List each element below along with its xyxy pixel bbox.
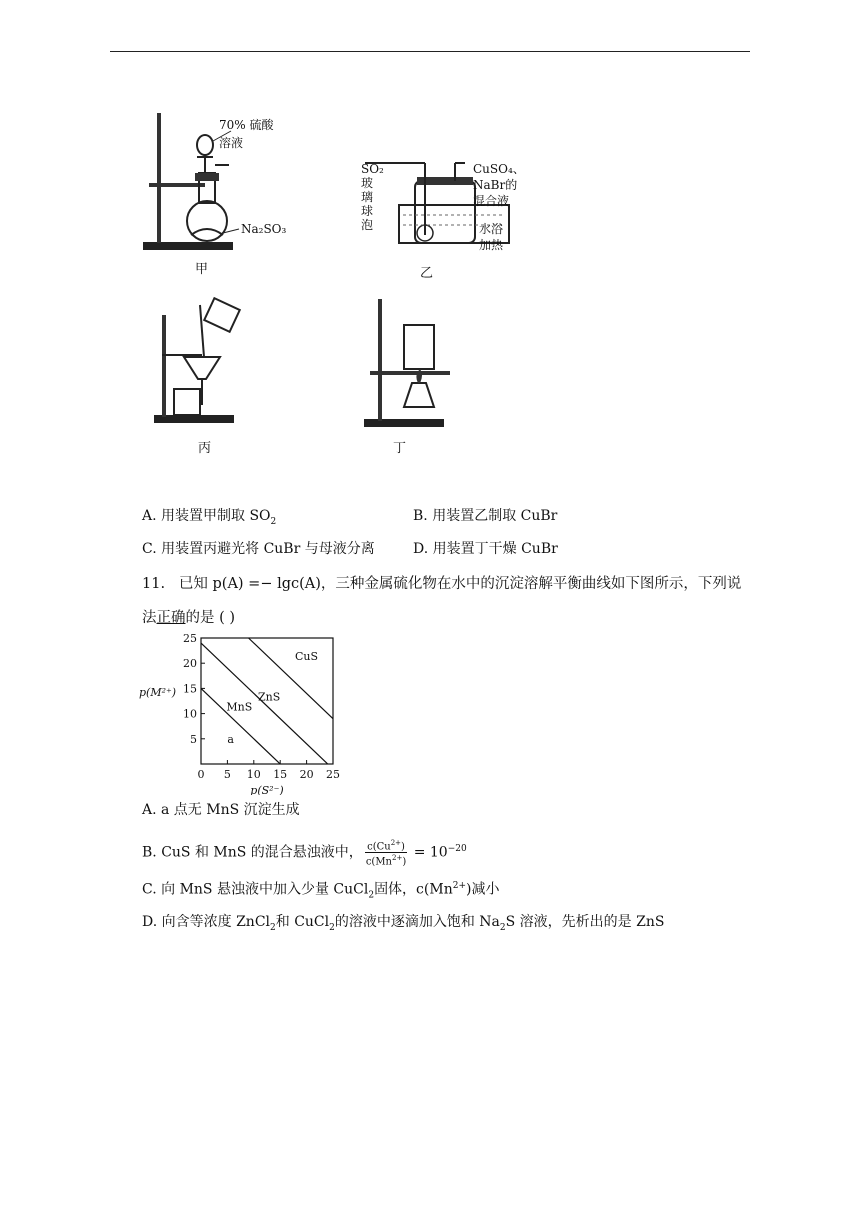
q10-option-c[interactable] xyxy=(142,539,375,559)
q10-option-a-text: 用装置甲制取 SO xyxy=(161,508,271,524)
x-tick-label-4: 20 xyxy=(299,768,314,781)
x-axis-label: p(S²⁻) xyxy=(250,784,284,795)
q11-option-b-eq: = 10 xyxy=(413,844,448,861)
label-bath-2: 加热 xyxy=(479,238,504,252)
q10-option-d[interactable] xyxy=(413,539,558,559)
apparatus-ding xyxy=(360,295,455,435)
q11-number: 11. xyxy=(142,576,166,592)
label-bulb-2: 璃 xyxy=(361,190,374,204)
q11-option-b-exp: −20 xyxy=(447,844,467,854)
series-label-mns: MnS xyxy=(226,700,253,714)
q11-stem-1: 已知 p(A) =− lgc(A)，三种金属硫化物在水中的沉淀溶解平衡曲线如下图所示，下列说 xyxy=(178,576,742,592)
q10-option-a[interactable] xyxy=(142,506,276,532)
q11-stem-2a: 法 xyxy=(142,610,157,626)
label-bath-1: 水浴 xyxy=(479,222,504,236)
q11-stem-2b: 的是 ( ) xyxy=(185,610,236,626)
q11-option-a-text: A. a 点无 MnS 沉淀生成 xyxy=(142,802,300,818)
caption-bing: 丙 xyxy=(198,441,212,456)
q11-option-b[interactable] xyxy=(142,836,467,868)
q11-option-b-fraction xyxy=(365,838,407,868)
fraction-denominator: $c(Mn^{2+})$ xyxy=(365,854,407,868)
x-tick-label-1: 5 xyxy=(223,768,231,781)
q11-option-a[interactable] xyxy=(142,800,300,820)
q10-option-d-letter: D. xyxy=(413,541,429,557)
q10-option-b-letter: B. xyxy=(413,508,428,524)
series-line-cus xyxy=(249,638,333,719)
caption-ding: 丁 xyxy=(393,441,407,456)
y-tick-label-4: 25 xyxy=(183,632,197,645)
label-so2: SO₂ xyxy=(361,162,384,176)
label-bulb-3: 球 xyxy=(361,204,374,218)
y-tick-label-2: 15 xyxy=(183,682,197,696)
q10-option-d-text: 用装置丁干燥 CuBr xyxy=(432,541,558,557)
label-acid-1: 70% 硫酸 xyxy=(219,118,274,132)
label-bulb-4: 泡 xyxy=(361,218,374,232)
q10-option-a-letter: A. xyxy=(142,508,157,524)
label-mix-3: 混合液 xyxy=(473,194,510,208)
q10-option-b-text: 用装置乙制取 CuBr xyxy=(432,508,558,524)
q10-option-c-letter: C. xyxy=(142,541,157,557)
q11-option-d[interactable]: D. 向含等浓度 ZnCl$_2$和 CuCl$_2$的溶液中逐滴加入饱和 $Na_2S$ 溶液，先析出的是 ZnS xyxy=(142,914,665,933)
caption-yi: 乙 xyxy=(420,266,434,281)
y-tick-label-0: 5 xyxy=(190,732,197,746)
series-label-cus: CuS xyxy=(294,650,319,664)
solubility-chart xyxy=(135,630,350,795)
fraction-numerator: $c(Cu^{2+})$ xyxy=(365,838,407,853)
x-tick-label-2: 10 xyxy=(246,768,261,781)
q10-option-a-sub: 2 xyxy=(270,516,277,527)
q10-option-b[interactable] xyxy=(413,506,557,526)
y-axis-label: p(M²⁺) xyxy=(139,686,177,699)
x-tick-label-5: 25 xyxy=(326,768,340,781)
label-na2so3: Na₂SO₃ xyxy=(241,222,287,236)
x-tick-label-0: 0 xyxy=(197,768,205,781)
q11-stem-underline: 正确 xyxy=(156,610,186,626)
x-tick-label-3: 15 xyxy=(273,768,288,781)
y-tick-label-3: 20 xyxy=(183,657,197,671)
caption-jia: 甲 xyxy=(195,262,209,277)
label-mix-1: CuSO₄、 xyxy=(473,162,525,176)
q11-option-d-text: D. 向含等浓度 ZnCl xyxy=(142,914,271,930)
apparatus-bing xyxy=(150,295,255,435)
q10-option-c-text: 用装置丙避光将 CuBr 与母液分离 xyxy=(161,541,375,557)
annotation-point-0: a xyxy=(227,732,234,746)
series-label-zns: ZnS xyxy=(258,690,281,704)
apparatus-yi xyxy=(355,155,530,255)
header-rule xyxy=(110,51,750,52)
q11-option-b-text: B. CuS 和 MnS 的混合悬浊液中， xyxy=(142,844,363,861)
apparatus-jia xyxy=(135,105,295,255)
label-bulb-1: 玻 xyxy=(361,176,374,190)
q11-option-c-text: C. 向 MnS 悬浊液中加入少量 CuCl xyxy=(142,881,369,898)
q11-stem-line-2 xyxy=(142,608,235,628)
y-tick-label-1: 10 xyxy=(183,707,197,721)
q11-option-c[interactable]: C. 向 MnS 悬浊液中加入少量 CuCl$_2$固体，$c(Mn^{2+})$减小 xyxy=(142,881,500,901)
label-acid-2: 溶液 xyxy=(219,136,244,150)
q11-stem-line-1 xyxy=(142,574,741,594)
label-mix-2: NaBr的 xyxy=(473,178,518,192)
